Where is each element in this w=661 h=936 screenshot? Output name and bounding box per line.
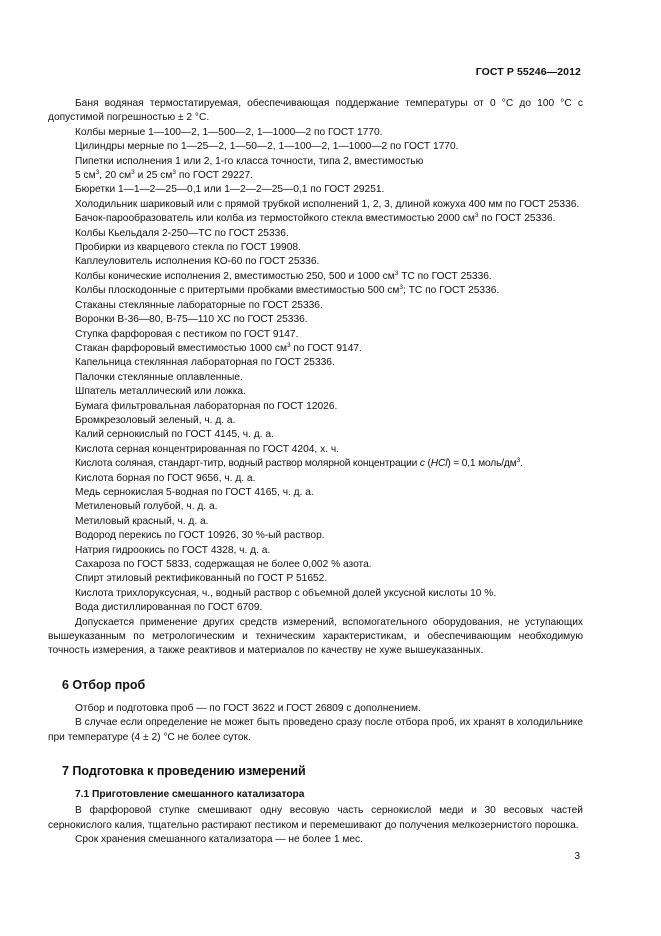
paragraph: Пробирки из кварцевого стекла по ГОСТ 19908.	[75, 242, 301, 254]
paragraph-conical-flasks: Колбы конические исполнения 2, вместимостью 250, 500 и 1000 $см^3$ ТС по ГОСТ 25336.	[75, 269, 492, 282]
paragraph: Срок хранения смешанного катализатора — не более 1 мес.	[75, 834, 363, 846]
paragraph: Кислота борная по ГОСТ 9656, ч. д. а.	[75, 472, 256, 484]
paragraph: Колбы Кьельдаля 2-250—ТС по ГОСТ 25336.	[75, 227, 289, 239]
paragraph: Колбы мерные 1—100—2, 1—500—2, 1—1000—2 по ГОСТ 1770.	[75, 126, 383, 138]
paragraph: Кислота серная концентрированная по ГОСТ 4204, х. ч.	[75, 443, 339, 455]
section-7-heading: 7 Подготовка к проведению измерений	[62, 764, 306, 779]
paragraph: Натрия гидроокись по ГОСТ 4328, ч. д. а.	[75, 544, 271, 556]
paragraph-porcelain-beaker: Стакан фарфоровый вместимостью 1000 $см^3$ по ГОСТ 9147.	[75, 341, 362, 354]
paragraph: Каплеуловитель исполнения КО-60 по ГОСТ 25336.	[75, 256, 320, 268]
paragraph: Бромкрезоловый зеленый, ч. д. а.	[75, 414, 236, 426]
paragraph-pipette-volumes: 5 $см^3$, 20 $см^3$ и 25 $см^3$ по ГОСТ 29227.	[75, 169, 253, 182]
paragraph: Медь сернокислая 5-водная по ГОСТ 4165, ч. д. а.	[75, 486, 314, 498]
paragraph: В случае если определение не может быть проведено сразу после отбора проб, их хранят в холодильнике при температуре (4 ± 2) °С не более суток.	[48, 717, 583, 743]
paragraph: Бюретки 1—1—2—25—0,1 или 1—2—2—25—0,1 по ГОСТ 29251.	[75, 184, 385, 196]
paragraph: Воронки В-36—80, В-75—110 ХС по ГОСТ 25336.	[75, 314, 308, 326]
paragraph: Спирт этиловый ректификованный по ГОСТ Р 51652.	[75, 573, 328, 585]
section-6-heading: 6 Отбор проб	[62, 677, 146, 692]
document-header-id: ГОСТ Р 55246—2012	[475, 66, 581, 78]
document-body	[48, 97, 583, 848]
paragraph: Допускается применение других средств измерений, вспомогательного оборудования, не уступающих вышеуказанным по метрологическим и техническим характеристикам, и обеспечивающим необходимую точность измерения, а также реактивов и материалов по качеству не хуже вышеуказанных.	[48, 616, 583, 657]
paragraph: Шпатель металлический или ложка.	[75, 386, 246, 398]
paragraph: Холодильник шариковый или с прямой трубкой исполнений 1, 2, 3, длиной кожуха 400 мм по ГОСТ 25336.	[75, 198, 580, 210]
paragraph: Сахароза по ГОСТ 5833, содержащая не более 0,002 % азота.	[75, 559, 372, 570]
paragraph-flat-flasks: Колбы плоскодонные с притертыми пробками вместимостью 500 $см^3$; ТС по ГОСТ 25336.	[75, 284, 500, 297]
subsection-7-1-heading: 7.1 Приготовление смешанного катализатора	[75, 789, 305, 801]
paragraph: Пипетки исполнения 1 или 2, 1-го класса точности, типа 2, вместимостью	[75, 155, 424, 167]
paragraph: Ступка фарфоровая с пестиком по ГОСТ 9147.	[75, 328, 299, 340]
paragraph: Бумага фильтровальная лабораторная по ГОСТ 12026.	[75, 400, 338, 412]
paragraph: Вода дистиллированная по ГОСТ 6709.	[75, 602, 263, 614]
paragraph: Стаканы стеклянные лабораторные по ГОСТ 25336.	[75, 299, 323, 311]
paragraph: Метиловый красный, ч. д. а.	[75, 515, 209, 527]
paragraph: Цилиндры мерные по 1—25—2, 1—50—2, 1—100—2, 1—1000—2 по ГОСТ 1770.	[75, 141, 459, 153]
paragraph: Кислота трихлоруксусная, ч., водный раствор с объемной долей уксусной кислоты 10 %.	[75, 587, 497, 599]
paragraph: Палочки стеклянные оплавленные.	[75, 371, 243, 383]
paragraph: Баня водяная термостатируемая, обеспечивающая поддержание температуры от 0 °С до 100 °С с допустимой погрешностью ± 2 °С.	[48, 98, 583, 124]
paragraph: В фарфоровой ступке смешивают одну весовую часть сернокислой меди и 30 весовых частей сернокислого калия, тщательно растирают пестиком и перемешивают до получения мелкозернистого порошка.	[48, 805, 583, 831]
paragraph: Водород перекись по ГОСТ 10926, 30 %-ый раствор.	[75, 530, 325, 542]
page-number: 3	[574, 851, 580, 862]
paragraph-hydrochloric-acid: Кислота соляная, стандарт-титр, водный раствор молярной концентрации c (HCl) = 0,1 моль/$дм^3$.	[75, 457, 523, 470]
paragraph: Калий сернокислый по ГОСТ 4145, ч. д. а.	[75, 429, 274, 441]
paragraph: Метиленовый голубой, ч. д. а.	[75, 501, 218, 513]
paragraph-steam-generator: Бачок-парообразователь или колба из термостойкого стекла вместимостью 2000 $см^3$ по ГОСТ 25336.	[75, 212, 556, 225]
paragraph: Отбор и подготовка проб — по ГОСТ 3622 и ГОСТ 26809 с дополнением.	[75, 702, 421, 714]
paragraph: Капельница стеклянная лабораторная по ГОСТ 25336.	[75, 357, 335, 369]
